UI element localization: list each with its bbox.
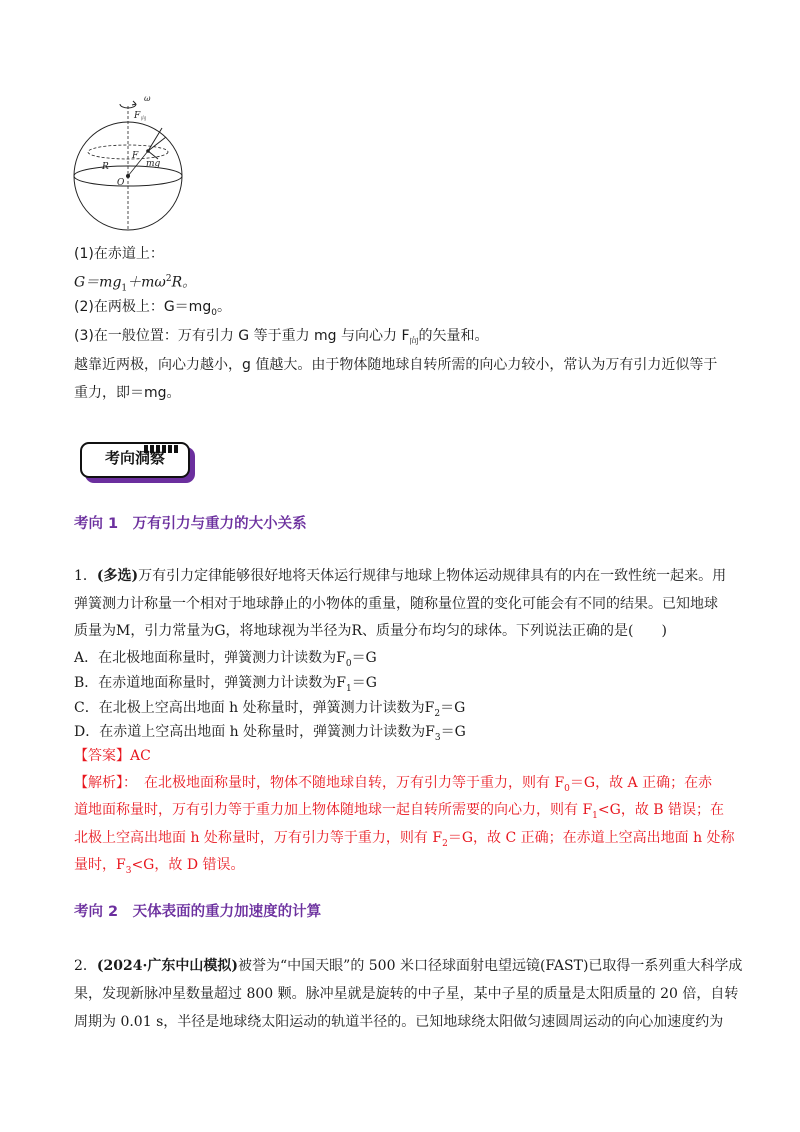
mg-label: mg bbox=[146, 159, 161, 169]
omega-label: ω bbox=[144, 94, 151, 103]
option-a: A．在北极地面称量时，弹簧测力计读数为$F_0=G$ bbox=[74, 650, 377, 669]
earth-rotation-diagram bbox=[70, 92, 200, 232]
center-label: O bbox=[117, 178, 125, 188]
section-badge bbox=[80, 438, 196, 478]
topic-1-title: 考向 1 万有引力与重力的大小关系 bbox=[74, 516, 307, 532]
q1-line-3: 质量为M，引力常量为G，将地球视为半径为R、质量分布均匀的球体。下列说法正确的是( ) bbox=[74, 623, 667, 639]
force-sub-label: 向 bbox=[141, 116, 147, 122]
topic-2-title: 考向 2 天体表面的重力加速度的计算 bbox=[74, 904, 322, 920]
option-c: C．在北极上空高出地面 h 处称量时，弹簧测力计读数为$F_2=G$ bbox=[74, 700, 466, 719]
q2-line-2: 果，发现新脉冲星数量超过 800 颗。脉冲星就是旋转的中子星，某中子星的质量是太阳质量的 20 倍，自转 bbox=[74, 986, 739, 1002]
answer: 【答案】AC bbox=[74, 748, 151, 764]
explanation-line-4: 量时，$F_3<G$，故 D 错误。 bbox=[74, 857, 245, 876]
force-label: F bbox=[134, 111, 141, 121]
poles-case: (2)在两极上：$G=mg_0$。 bbox=[74, 299, 231, 318]
gravity-label: F bbox=[132, 151, 139, 161]
explanation-line-1: 【解析】： 在北极地面称量时，物体不随地球自转，万有引力等于重力，则有 $F_0=G$，故 A 正确；在赤 bbox=[74, 775, 713, 794]
equator-case: (1)在赤道上： bbox=[74, 246, 164, 262]
general-case: (3)在一般位置：万有引力 G 等于重力 mg 与向心力 $F_向$的矢量和。 bbox=[74, 328, 489, 347]
note-line-1: 越靠近两极，向心力越小，g 值越大。由于物体随地球自转所需的向心力较小，常认为万有引力近似等于 bbox=[74, 357, 718, 373]
q2-line-3: 周期为 0.01 s，半径是地球绕太阳运动的轨道半径的。已知地球绕太阳做匀速圆周运动的向心加速度约为 bbox=[74, 1014, 724, 1030]
q1-line-1: 1．(多选)万有引力定律能够很好地将天体运行规律与地球上物体运动规律具有的内在一致性统一起来。用 bbox=[74, 568, 727, 584]
q1-line-2: 弹簧测力计称量一个相对于地球静止的小物体的重量，随称量位置的变化可能会有不同的结果。已知地球 bbox=[74, 596, 718, 612]
equator-formula: $G=mg_1+m\omega^2R$。 bbox=[74, 274, 197, 294]
q2-line-1: 2．(2024·广东中山模拟)被誉为“中国天眼”的 500 米口径球面射电望远镜(FAST)已取得一系列重大科学成 bbox=[74, 958, 743, 974]
explanation-line-3: 北极上空高出地面 h 处称量时，万有引力等于重力，则有 $F_2=G$，故 C 正确；在赤道上空高出地面 h 处称 bbox=[74, 830, 735, 849]
badge-label: 考向洞察 bbox=[104, 449, 165, 467]
option-b: B．在赤道地面称量时，弹簧测力计读数为$F_1=G$ bbox=[74, 675, 377, 694]
option-d: D．在赤道上空高出地面 h 处称量时，弹簧测力计读数为$F_3=G$ bbox=[74, 724, 466, 743]
radius-label: R bbox=[102, 162, 109, 172]
note-line-2: 重力，即＝mg。 bbox=[74, 385, 181, 401]
explanation-line-2: 道地面称量时，万有引力等于重力加上物体随地球一起自转所需要的向心力，则有 $F_1<G$，故 B 错误；在 bbox=[74, 802, 725, 821]
